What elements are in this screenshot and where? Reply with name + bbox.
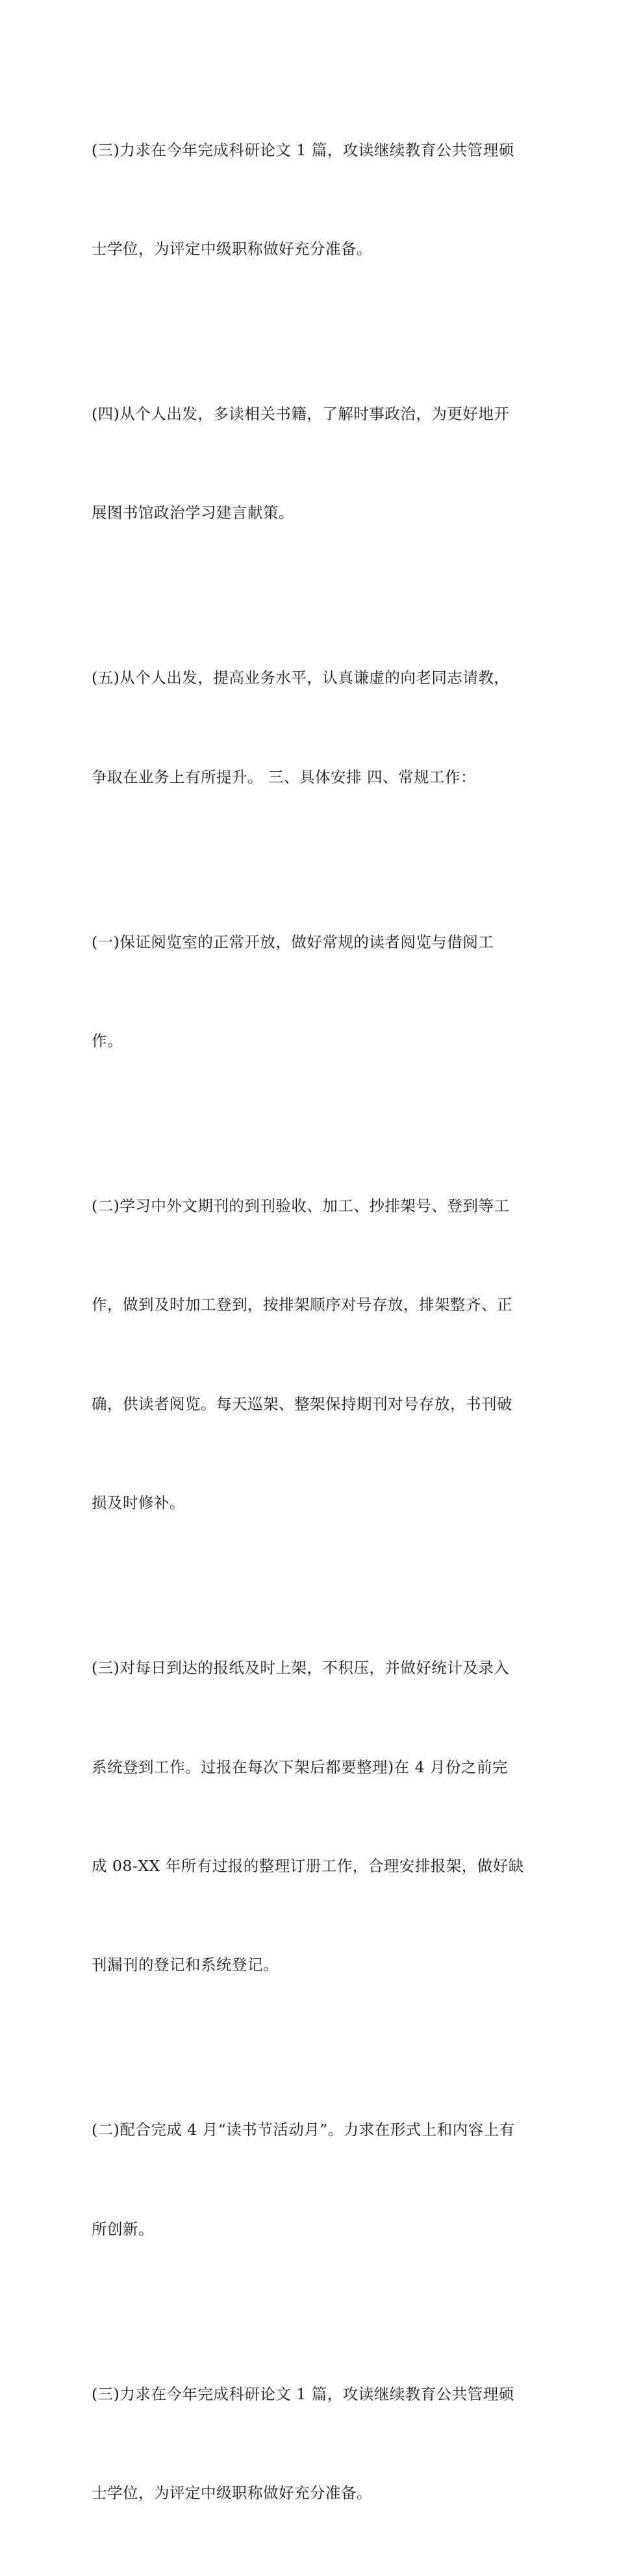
paragraph-line: 所创新。 [92,2219,154,2238]
paragraph-line: 确，供读者阅览。每天巡架、整架保持期刊对号存放，书刊破 [92,1394,512,1413]
paragraph-line: (二)配合完成 4 月“读书节活动月”。力求在形式上和内容上有 [92,2121,515,2139]
paragraph-3-research-paper-repeat [92,2312,533,2575]
paragraph-line: (三)力求在今年完成科研论文 1 篇，攻读继续教育公共管理硕 [92,140,514,159]
paragraph-1-reading-room [92,860,533,1123]
paragraph-line: (一)保证阅览室的正常开放，做好常规的读者阅览与借阅工 [92,932,494,951]
paragraph-line: (五)从个人出发，提高业务水平，认真谦虚的向老同志请教， [92,669,510,687]
paragraph-3-research-paper [92,68,533,331]
paragraph-5-skills [92,596,533,860]
paragraph-line: (三)对每日到达的报纸及时上架，不积压，并做好统计及录入 [92,1659,510,1677]
paragraph-4-reading [92,331,533,595]
paragraph-line: (二)学习中外文期刊的到刊验收、加工、抄排架号、登到等工 [92,1197,510,1216]
paragraph-line: 争取在业务上有所提升。 三、具体安排 四、常规工作： [92,767,476,786]
paragraph-line: 士学位，为评定中级职称做好充分准备。 [92,239,372,258]
document-body [92,68,533,2576]
paragraph-line: 士学位，为评定中级职称做好充分准备。 [92,2484,372,2503]
paragraph-3-newspapers [92,1586,533,2048]
paragraph-line: 刊漏刊的登记和系统登记。 [92,1956,279,1974]
paragraph-line: 系统登到工作。过报在每次下架后都要整理)在 4 月份之前完 [92,1757,509,1776]
paragraph-line: 展图书馆政治学习建言献策。 [92,504,294,522]
paragraph-line: 作，做到及时加工登到，按排架顺序对号存放，排架整齐、正 [92,1295,512,1314]
paragraph-2-reading-festival [92,2048,533,2312]
paragraph-line: 损及时修补。 [92,1494,185,1512]
paragraph-line: (三)力求在今年完成科研论文 1 篇，攻读继续教育公共管理硕 [92,2384,514,2403]
paragraph-line: 作。 [92,1032,123,1051]
paragraph-2-periodicals [92,1124,533,1586]
paragraph-line: 成 08-XX 年所有过报的整理订册工作，合理安排报架，做好缺 [92,1857,524,1876]
paragraph-line: (四)从个人出发，多读相关书籍，了解时事政治，为更好地开 [92,404,510,423]
